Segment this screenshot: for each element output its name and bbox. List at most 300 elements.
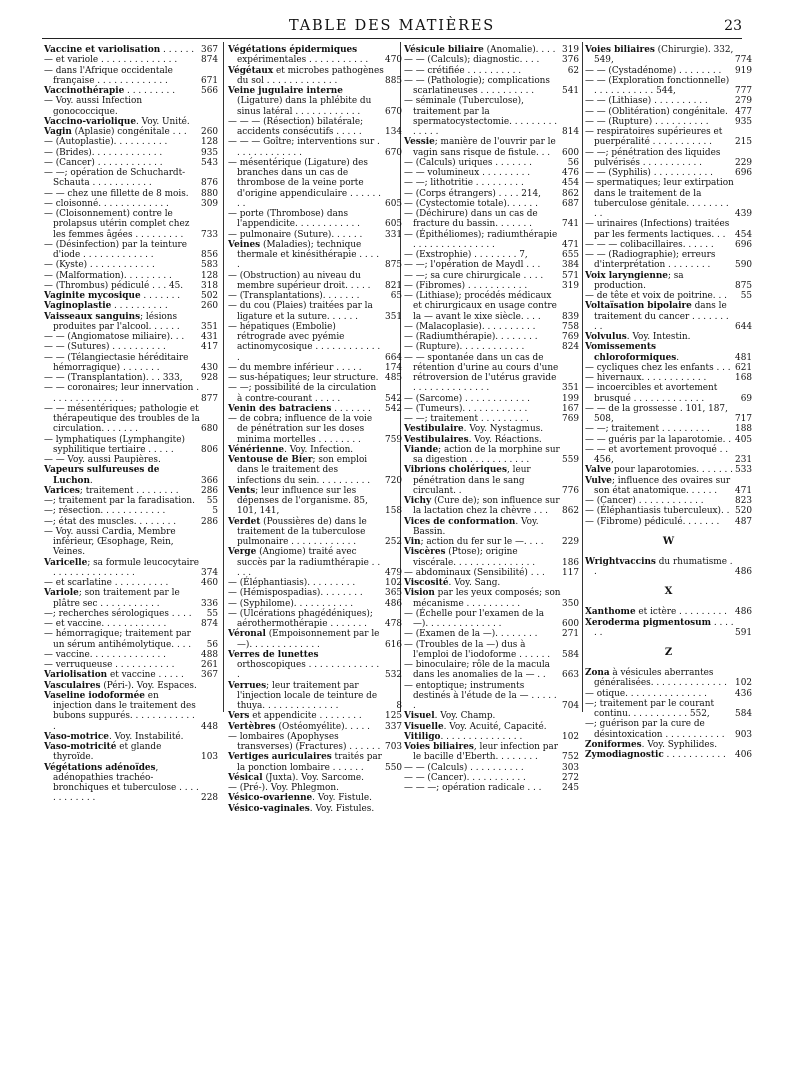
index-entry [404,783,579,793]
index-entry [404,342,579,352]
index-entry [44,240,218,261]
entry-page-number: 272 [562,772,579,783]
entry-headword: Vulve [585,475,612,486]
entry-text: —; traitement par la faradisation. [44,496,195,506]
entry-text: . Voy. Champ. [434,711,496,722]
entry-text: — incoercibles et avortement brusqué . . . . . . . . . . . . . [585,383,721,404]
entry-page-number: 862 [562,506,579,517]
entry-headword: Veines [228,239,261,250]
index-entry [404,96,579,137]
index-entry [44,86,218,96]
index-column-1 [44,45,218,804]
entry-page-number: 374 [201,567,218,578]
entry-page-number: 752 [562,752,579,763]
index-entry [585,76,752,97]
index-entry [404,199,579,209]
entry-page-number: 167 [562,403,579,414]
index-entry [404,578,579,588]
entry-text: —; traitement par le courant continu. . . . . . . . . . . 552, [585,698,717,719]
entry-page-number: 758 [562,321,579,332]
entry-page-number: 431 [201,332,218,342]
entry-text: — — Voy. aussi Paupières. [44,455,161,465]
entry-text: (Empoisonnement par le —). . . . . . . . . . . . . [237,629,383,650]
entry-headword: Vestibulaire [404,424,464,435]
entry-text: . Voy. Bassin. [413,516,542,537]
entry-text: . [89,475,93,486]
index-entry [44,260,218,270]
entry-page-number: 876 [201,178,218,189]
entry-text: — lombaires (Apophyses transverses) (Fractures) . . . . . . [228,731,381,752]
entry-text: — (Hémispospadias). . . . . . . . [228,588,363,599]
entry-text: . [676,352,680,363]
index-entry [228,599,402,609]
entry-text: ; leur traitement par l'injection locale de teinture de thuya. . . . . . . . . . . . . . [237,680,380,711]
entry-text: . . . . . . . . . . . . . . . [440,731,523,742]
entry-text: et vaccine . . . . . [107,670,184,681]
index-entry [228,578,402,588]
entry-page-number: 103 [201,752,218,763]
entry-text: (Ptose); origine viscérale. . . . . . . . . . . . . . . [413,547,536,568]
entry-text: — (Cancer) . . . . . . . . . . . . [44,157,163,168]
entry-text: — — spontanée dans un cas de rétention d'urine au cours d'une rétroversion de l'utérus gravide . . . . . . . . . . . . . . [404,352,562,394]
index-entry [404,353,579,394]
entry-page-number: 600 [562,147,579,158]
entry-text: — —; traitement . . . . . . . . . [585,424,710,435]
index-entry [404,773,579,783]
entry-headword: Vision [404,588,435,599]
index-entry [44,312,218,333]
entry-page-number: 365 [385,588,402,599]
entry-page-number: 351 [385,311,402,322]
index-entry [228,383,402,404]
entry-text: — (Éléphantiasis tuberculeux). . [585,506,730,517]
index-entry [404,271,579,281]
index-entry [228,445,402,455]
index-entry [404,640,579,661]
entry-headword: Verge [228,547,257,558]
entry-page-number: 550 [385,762,402,773]
entry-page-number: 125 [385,711,402,722]
index-entry [228,804,402,814]
entry-page-number: 405 [735,434,752,445]
entry-text: — otique. . . . . . . . . . . . . . . [585,688,707,699]
entry-text: — (Déchirure) dans un cas de fracture du bassin. . . . . . . [404,209,541,230]
entry-text: . . . . . . . [140,291,181,301]
index-entry [44,691,218,732]
entry-text: — (Troubles de la —) dus à l'emploi de l'iodoforme . . . . . . [404,639,551,660]
entry-headword: Voix laryngienne [585,270,668,281]
entry-text: — (Désinfection) par la teinture d'iode . . . . . . . . . . . . . [44,239,190,260]
index-entry [228,291,402,301]
index-entry [228,629,402,650]
index-entry [404,189,579,199]
entry-text: . . . . . . [594,617,737,638]
index-entry [404,496,579,517]
entry-page-number: 823 [735,496,752,506]
entry-text: et ictère . . . . . . . . . [635,607,727,618]
index-entry [228,783,402,793]
entry-text: ; manière de l'ouvrir par le vagin sans risque de fistule. . . [413,137,559,158]
entry-headword: Viande [404,444,439,455]
entry-text: ; son emploi dans le traitement des infections du sein. . . . . . . . . . [237,455,371,486]
index-entry [228,793,402,803]
index-entry [404,404,579,414]
entry-headword: Vin [404,537,421,547]
entry-headword: Vésico-vaginales [228,803,310,814]
entry-headword: Veine jugulaire interne [228,86,343,96]
entry-page-number: 687 [562,198,579,209]
index-entry [585,668,752,689]
index-entry [228,517,402,548]
entry-text: dans le traitement du cancer . . . . . . . . . [594,301,732,332]
entry-text: . Voy. Intestin. [626,332,691,342]
index-entry [404,629,579,639]
entry-text: —; état des muscles. . . . . . . . [44,516,177,527]
entry-page-number: 471 [562,239,579,250]
entry-text: . . . . . . . . . . . [663,750,726,760]
entry-text: — — (Radiographie); erreurs d'interprétation . . . . . . . . [585,250,719,271]
entry-page-number: 367 [201,45,218,55]
entry-text: , leur infection par le bacille d'Eberth. . . . . . . . [413,742,561,763]
entry-headword: Zoniformes [585,739,642,750]
entry-text: — (Obstruction) au niveau du membre supérieur droit. . . . . [228,270,371,291]
index-entry [404,660,579,681]
entry-page-number: 134 [385,127,402,137]
entry-page-number: 670 [385,147,402,158]
index-entry [404,732,579,742]
entry-text: — — chez une fillette de 8 mois. [44,188,189,199]
entry-page-number: 616 [385,639,402,650]
index-entry [404,322,579,332]
entry-text: ; influence des ovaires sur son état anatomique. . . . . . [594,475,733,496]
entry-page-number: 337 [385,721,402,732]
entry-page-number: 168 [735,373,752,383]
entry-headword: Vagin [44,127,72,137]
entry-page-number: 543 [201,157,218,168]
entry-page-number: 862 [562,188,579,199]
entry-headword: Verrues [228,680,267,691]
index-entry [585,250,752,271]
entry-text: — —; sa cure chirurgicale . . . . [404,270,544,281]
entry-page-number: 541 [562,86,579,96]
index-entry [585,168,752,178]
entry-headword: Vésicule biliaire [404,45,484,55]
entry-text: par les yeux composés; son mécanisme . . . . . . . . . . [413,588,564,609]
index-entry [404,158,579,168]
index-entry [44,199,218,209]
entry-text: — abdominaux (Sensibilité) . . . [404,567,545,578]
index-entry [228,158,402,209]
index-entry [44,681,218,691]
entry-page-number: 664 [385,352,402,363]
entry-page-number: 479 [385,567,402,578]
entry-page-number: 591 [735,627,752,638]
index-entry [585,750,752,760]
entry-headword: Zymodiagnostic [585,750,664,760]
entry-text: — Voy. aussi Cardia, Membre inférieur, Œsophage, Rein, Veines. [44,526,179,558]
entry-headword: Vaccino-variolique [44,116,136,127]
index-entry [44,435,218,456]
entry-text: — urinaires (Infections) traitées par les ferments lactiques. . . [585,219,733,240]
entry-text: — vaccine. . . . . . . . . . . . . . [44,649,166,660]
entry-headword: Vénérienne [228,444,285,455]
entry-page-number: 199 [562,393,579,404]
entry-page-number: 331 [385,229,402,240]
entry-headword: Zona [585,668,610,678]
section-letter: X [664,586,673,598]
index-entry [585,383,752,404]
entry-page-number: 487 [735,516,752,527]
entry-page-number: 384 [562,260,579,271]
index-entry [585,465,752,475]
entry-text: — (Examen de la —). . . . . . . . [404,629,538,640]
entry-text: — cloisonné. . . . . . . . . . . . . [44,198,169,209]
entry-page-number: 542 [385,403,402,414]
entry-page-number: 696 [735,168,752,178]
entry-text: et glande thyroïde. [53,742,165,763]
index-entry [404,588,579,609]
entry-text: — entoptique; instruments destinés à l'étude de la — . . . . . . [404,680,560,711]
index-entry [228,322,402,363]
entry-text: — (Échelle pour l'examen de la —). . . . . . . . . . . . . . [404,608,547,629]
entry-text: — verruqueuse . . . . . . . . . . . [44,660,175,670]
entry-page-number: 741 [562,219,579,230]
entry-page-number: 776 [562,485,579,496]
index-entry [404,547,579,568]
index-entry [44,373,218,383]
entry-page-number: 488 [201,649,218,660]
entry-text: — —; possibilité de la circulation à contre-courant . . . . . [228,383,380,404]
index-entry [404,722,579,732]
entry-headword: Vers [228,711,250,722]
entry-page-number: 102 [735,678,752,689]
entry-page-number: 481 [735,352,752,363]
entry-text: — et variole . . . . . . . . . . . . . . [44,55,178,66]
index-entry [44,148,218,158]
entry-text: — (Cystectomie totale). . . . . . [404,198,538,209]
index-entry [585,107,752,117]
entry-headword: Vaccine et variolisation [44,45,161,55]
entry-headword: Viscosité [404,578,449,588]
entry-page-number: 470 [385,55,402,66]
entry-page-number: 590 [735,260,752,271]
entry-page-number: 777 [735,86,752,96]
entry-page-number: 69 [740,393,752,404]
entry-page-number: 720 [385,475,402,486]
entry-text: . . . . . . . . . . [111,301,168,312]
entry-text: — (Brides). . . . . . . . . . . . . [44,147,163,158]
entry-text: — — (Exploration fonctionnelle) . . . . . . . . . . . 544, [585,75,732,96]
index-entry [404,168,579,178]
entry-text: (Maladies); technique thermale et kinésithérapie . . . . . [237,239,382,271]
index-entry [585,66,752,76]
entry-text: — Voy. aussi Infection gonococcique. [44,96,145,117]
entry-headword: Vaginoplastie [44,301,112,312]
entry-page-number: 448 [201,721,218,732]
entry-text: — —; lithotritie . . . . . . . . . [404,178,524,189]
entry-page-number: 533 [735,465,752,476]
index-entry [404,137,579,158]
entry-text: — — (Calculs) . . . . . . . . . . [404,762,524,773]
entry-page-number: 874 [201,619,218,629]
entry-text: du rhumatisme . . [594,556,736,577]
entry-headword: Végétations épidermiques [228,45,358,55]
index-entry [44,189,218,199]
entry-page-number: 252 [385,537,402,547]
entry-page-number: 559 [562,455,579,465]
index-entry [585,291,752,301]
index-entry [228,45,402,66]
entry-text: — — (Cancer). . . . . . . . . . . [404,772,526,783]
index-entry [228,711,402,721]
section-letter: W [662,535,675,547]
entry-text: — (Tumeurs). . . . . . . . . . . . [404,403,528,414]
section-letter: Z [664,647,673,658]
index-entry [404,424,579,434]
index-entry [228,137,402,158]
entry-text: . Voy. Réactions. [468,434,542,445]
entry-page-number: 584 [562,649,579,660]
entry-text: — — crétifiée . . . . . . . . . . [404,65,522,76]
index-entry [404,66,579,76]
entry-page-number: 286 [201,485,218,496]
index-entry [585,506,752,516]
index-entry [404,517,579,538]
entry-text: — — coronaires; leur innervation . . . . . . . . . . . . . . [44,383,202,404]
index-entry [44,650,218,660]
entry-page-number: 703 [385,742,402,752]
entry-page-number: 376 [562,55,579,66]
entry-page-number: 769 [562,414,579,424]
index-entry [228,301,402,322]
entry-page-number: 919 [735,65,752,76]
entry-text: — (Rupture). . . . . . . . . . . . [404,342,525,353]
index-entry [228,486,402,517]
entry-headword: Ventouse de Bier [228,455,313,465]
entry-headword: Visuelle [404,721,444,732]
entry-page-number: 774 [735,55,752,66]
entry-text: (Ostéomyélite). . . . . [275,721,370,732]
entry-text: (Juxta). Voy. Sarcome. [262,772,364,783]
index-entry [404,55,579,65]
entry-headword: Vaginite mycosique [44,291,141,301]
entry-text: ; leur influence sur les dépenses de l'organisme. 85, 101, 141, [237,485,371,517]
index-entry [228,455,402,486]
entry-page-number: 406 [735,750,752,760]
index-entry [44,66,218,87]
index-column-3 [404,45,579,793]
entry-text: . Voy. Nystagmus. [463,424,544,435]
entry-page-number: 186 [562,557,579,568]
entry-headword: Volvulus [585,332,627,342]
index-entry [585,219,752,240]
entry-text: — du membre inférieur . . . . . [228,362,362,373]
entry-page-number: 351 [201,321,218,332]
index-entry [404,609,579,630]
index-column-4 [585,45,752,760]
entry-headword: Verres de lunettes [228,649,319,660]
entry-headword: Vasculaires [44,680,101,691]
index-entry [44,629,218,650]
index-entry [44,168,218,189]
entry-headword: Voltaïsation bipolaire [585,301,692,312]
index-entry [404,445,579,466]
entry-text: — du cou (Plaies) traitées par la ligature et la suture. . . . . . [228,301,376,322]
index-entry [585,96,752,106]
entry-text: expérimentales . . . . . . . . . . . [237,45,369,66]
entry-text: — et vaccine. . . . . . . . . . . . [44,619,167,629]
entry-headword: Wrightvaccins [585,556,656,567]
entry-text: (Poussières de) dans le traitement de la tuberculose pulmonaire . . . . . . . . . . . . [237,516,370,547]
index-entry [585,689,752,699]
entry-page-number: 336 [201,598,218,609]
index-entry [44,55,218,65]
entry-page-number: 663 [562,670,579,681]
entry-text: — (Cloisonnement) contre le prolapsus utérin complet chez les femmes âgées . . . . . . . . . [44,209,193,240]
entry-page-number: 935 [201,147,218,158]
entry-text: et microbes pathogènes du sol . . . . . . . . . . . . . [237,65,387,86]
entry-text: traités par la ponction lombaire . . . . . . [237,752,385,773]
entry-text: — et scarlatine . . . . . . . . . . [44,578,169,588]
entry-text: ; son traitement par le plâtre sec . . . . . . . . . . . [53,588,183,609]
entry-text: — — (Oblitération) congénitale. [585,106,728,117]
entry-page-number: 485 [385,373,402,383]
index-entry [404,209,579,230]
index-entry [585,373,752,383]
index-entry [404,291,579,322]
entry-page-number: 875 [735,280,752,291]
entry-page-number: 814 [562,127,579,137]
entry-page-number: 319 [562,280,579,291]
entry-page-number: 260 [201,127,218,137]
entry-page-number: 102 [385,578,402,588]
entry-text: — (Thrombus) pédiculé . . . 45. [44,280,184,291]
entry-headword: Vaisseaux sanguins [44,311,141,322]
entry-page-number: 605 [385,219,402,230]
entry-text: — (Syphilome). . . . . . . . . . . [228,598,354,609]
entry-text: — (Fibrome) pédiculé. . . . . . . [585,516,720,527]
index-entry [44,558,218,579]
entry-page-number: 56 [206,639,218,650]
entry-page-number: 903 [735,729,752,740]
index-entry [44,732,218,742]
index-entry [404,465,579,496]
entry-page-number: 128 [201,270,218,281]
entry-headword: Variole [44,588,79,599]
entry-page-number: 318 [201,280,218,291]
index-entry [404,332,579,342]
entry-page-number: 430 [201,362,218,373]
entry-text: . Voy. Fistules. [309,803,375,814]
entry-text: orthoscopiques . . . . . . . . . . . . . . [237,649,382,681]
entry-text: — —; pénétration des liquides pulvérisés . . . . . . . . . . . [585,147,724,168]
entry-page-number: 158 [385,506,402,517]
entry-page-number: 486 [385,598,402,609]
entry-page-number: 566 [201,86,218,96]
index-entry [44,619,218,629]
entry-text: — — — (Résection) bilatérale; accidents consécutifs . . . . . [228,116,366,137]
index-entry [44,342,218,352]
entry-text: — pulmonaire (Suture). . . . . . [228,229,363,240]
entry-text: — — (Sutures) . . . . . . . . . . [44,342,166,353]
entry-text: ; sa production. [594,270,687,291]
entry-text: — mésentérique (Ligature) des branches dans un cas de thrombose de la veine porte d'origine appendiculaire . . . . . . . . [228,157,384,209]
index-entry [228,414,402,445]
index-entry [585,332,752,342]
entry-text: — — (Transplantation). . . 333, [44,373,183,383]
entry-headword: Vésical [228,772,263,783]
entry-page-number: 874 [201,55,218,66]
